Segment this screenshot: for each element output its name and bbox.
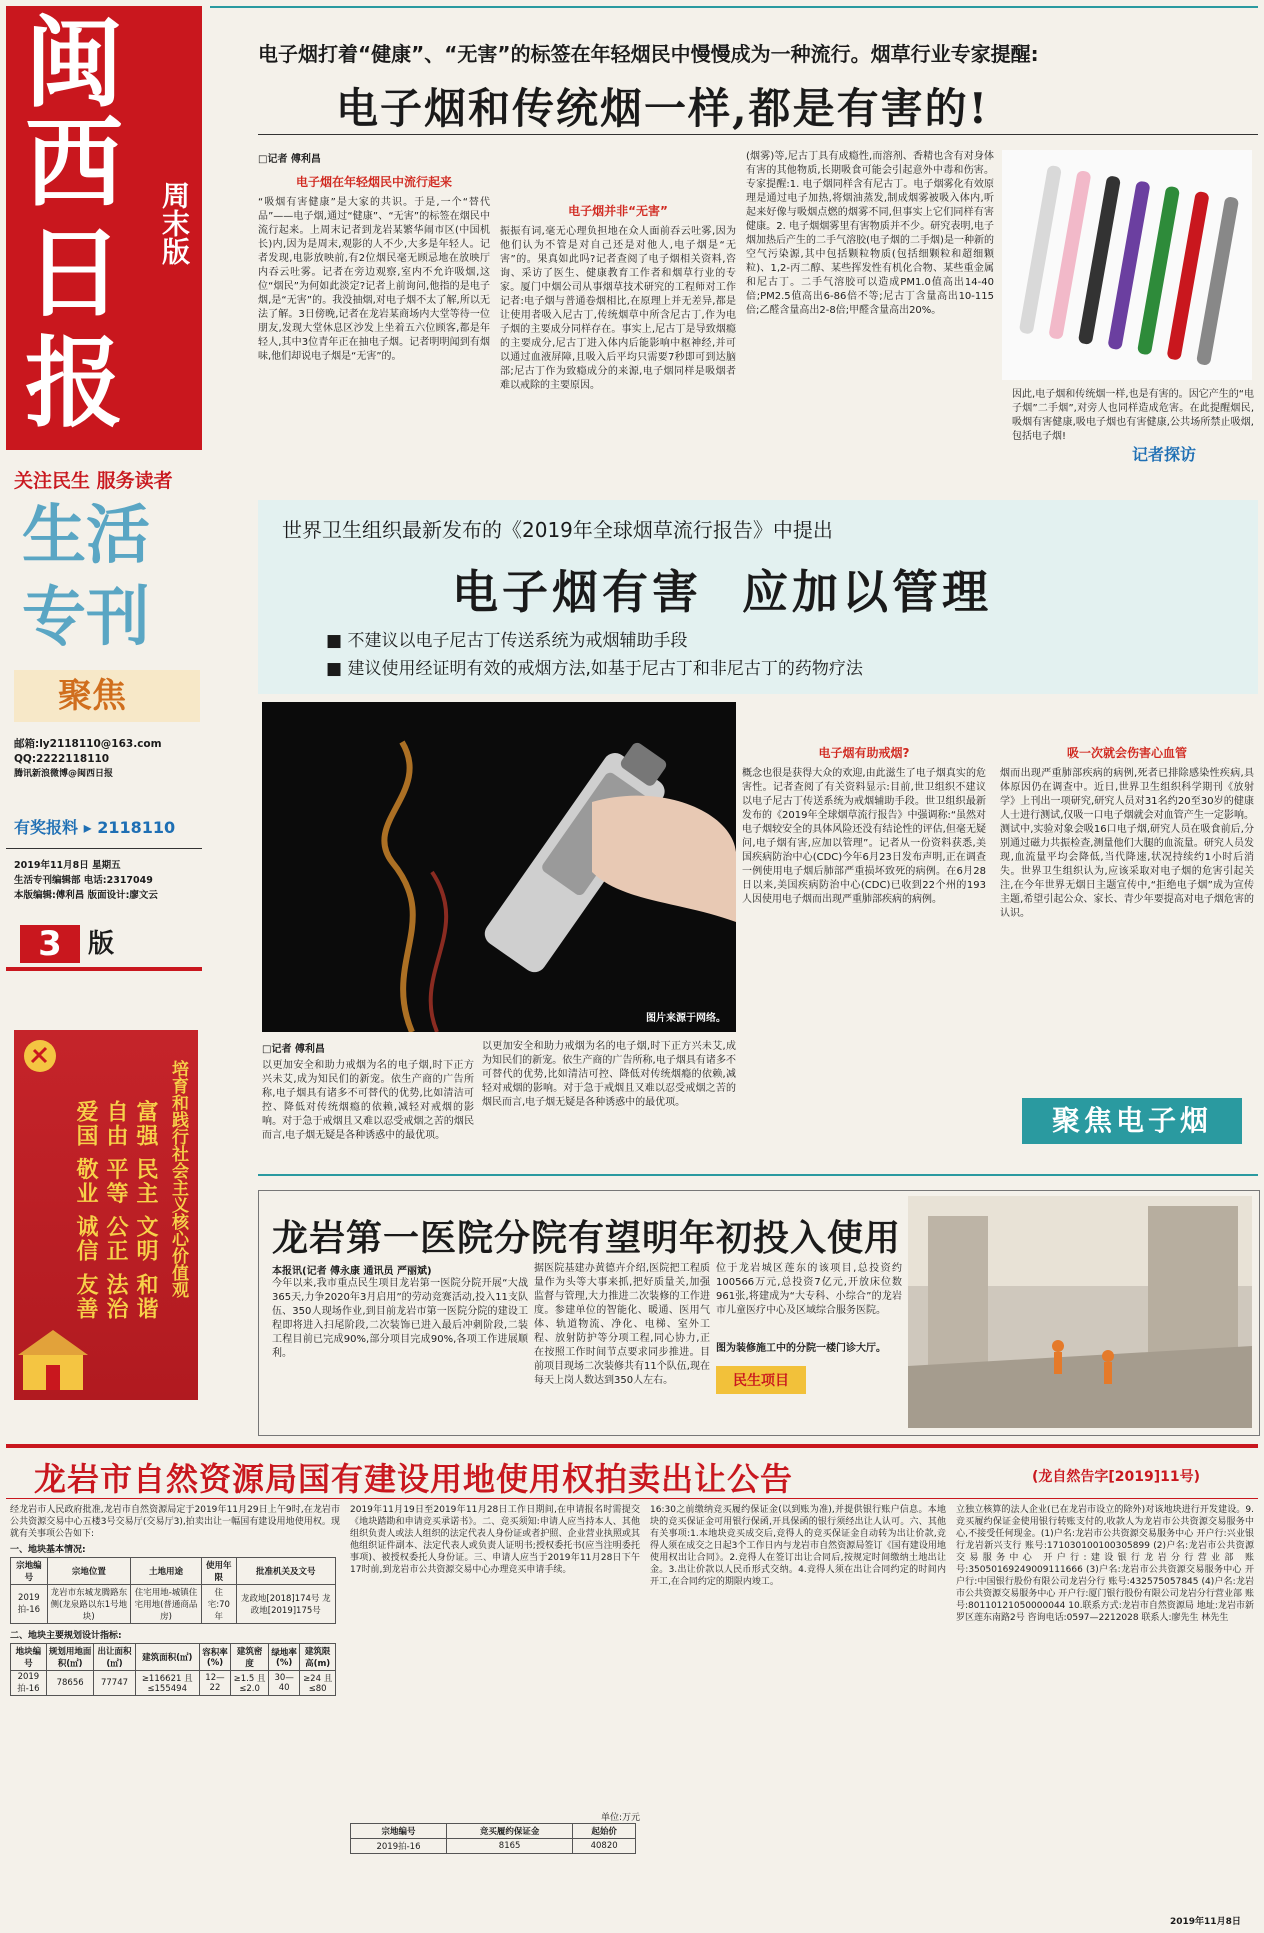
t2-c5: ≥1.5 且≤2.0 — [231, 1671, 269, 1696]
notice-col3-text: 16:30之前缴纳竞买履约保证金(以到账为准),并提供银行账户信息。本地块的竞买保证金可用银行保函,开具保函的银行须经出让人认可。六、其他有关事项:1.本地块竞买成交后,竞得人的竞买保证金自动转为出让价款,竞得人须在成交之日起3个工作日内与龙岩市自然资源局签订《国有建设用地使用权出让合同》。2.竞得人在签订出让合同后,按规定时间缴纳土地出让金。3.出让价款以人民币形式交纳。4.竞得人须在出让合同约定的时间内开工,在合同约定的期限内竣工。 — [650, 1505, 946, 1587]
t2-c3: ≥116621 且≤155494 — [135, 1671, 199, 1696]
t2-c1: 78656 — [46, 1671, 94, 1696]
article2-col3-text: 烟而出现严重肺部疾病的病例,死者已排除感染性疾病,具体原因仍在调查中。近日,世界卫生组织科学期刊《放射学》上刊出一项研究,研究人员对31名约20至30岁的健康人士进行测试,仅吸一口电子烟就会对血管产生一定影响。测试中,实验对象会吸16口电子烟,研究人员在吸食前后,分别通过磁力共振检查,测量他们大腿的血流量。研究人员发现,血流量平均会降低,当代降速,状况持续约1小时后消失。世界卫生组织认为,应该采取对电子烟的危害引起关注,在今年世界无烟日主题宣传中,“拒绝电子烟”成为宣传主题,希望引起公众、家长、青少年要提高对电子烟危害的认识。 — [1000, 768, 1254, 919]
masthead — [6, 6, 202, 450]
t2-h2: 出让面积(㎡) — [94, 1644, 135, 1671]
masthead-char-3: 日 — [24, 216, 123, 331]
article2-col1 — [262, 1040, 474, 1168]
notice-s1: 一、地块基本情况: — [10, 1545, 86, 1555]
t3-unit: 单位:万元 — [600, 1813, 640, 1823]
notice-code: (龙自然告字[2019]11号) — [1032, 1469, 1201, 1485]
notice-footer-date: 2019年11月8日 — [1170, 1917, 1241, 1927]
article1-headline: 电子烟和传统烟一样,都是有害的! — [336, 84, 990, 133]
contact-block — [14, 737, 204, 782]
section-sub: 聚焦 — [58, 676, 126, 716]
t2-h3: 建筑面积(㎡) — [135, 1644, 199, 1671]
t1-h0: 宗地编号 — [11, 1558, 48, 1585]
t2-h5: 建筑密度 — [231, 1644, 269, 1671]
section-sub-box — [14, 670, 200, 722]
article1-rule — [258, 134, 1258, 135]
article2-col1b-text: 以更加安全和助力戒烟为名的电子烟,时下正方兴未艾,成为知民们的新宠。依生产商的广告所称,电子烟具有诸多不可替代的优势,比如清洁可控、降低对传统烟瘾的依赖,减轻对戒烟的影响。对于急于戒烟且又难以忍受戒烟之苦的烟民而言,电子烟无疑是各种诱惑中的最优项。 — [482, 1041, 736, 1108]
notice-intro: 经龙岩市人民政府批准,龙岩市自然资源局定于2019年11月29日上午9时,在龙岩市公共资源交易中心五楼3号交易厅(交易厅3),拍卖出让一幅国有建设用地使用权。现就有关事项公告如下: — [10, 1505, 340, 1539]
t3-c0: 2019拍-16 — [351, 1839, 447, 1854]
page-number-box — [6, 915, 202, 975]
hospital-lobby-photo — [908, 1196, 1252, 1428]
article3-col2-text: 据医院基建办黄德卉介绍,医院把工程质量作为头等大事来抓,把好质量关,加强监督与管理,大力推进二次装修的工作进度。参建单位的智能化、暖通、医用气体、轨道物流、净化、电梯、室外工程、放射防护等分项工程,同心协力,正在按照工作时间节点要求同步推进。目前项目现场二次装修共有11个队伍,现在每天上岗人数达到350人左右。 — [534, 1263, 710, 1386]
reporter-tag: 记者探访 — [1132, 445, 1197, 464]
article2-sub2: 吸一次就会伤害心血管 — [1066, 746, 1187, 760]
page-rule — [6, 967, 202, 971]
article2-byline: □记者 傅利昌 — [262, 1044, 325, 1055]
article1-col1 — [258, 150, 490, 490]
article2-bullet2: ■ 建议使用经证明有效的戒烟方法,如基于尼古丁和非尼古丁的药物疗法 — [326, 659, 863, 679]
values-col1: 富强 民主 文明 和谐 — [133, 1100, 158, 1321]
page-unit: 版 — [88, 929, 115, 959]
article2-sub1: 电子烟有助戒烟? — [818, 746, 910, 760]
t2-c2: 77747 — [94, 1671, 135, 1696]
article3-col1 — [272, 1262, 528, 1422]
article1-col2-text: 振振有词,毫无心理负担地在众人面前吞云吐雾,因为他们认为不管是对自己还是对他人,电子烟是“无害”的。果真如此吗?记者查阅了电子烟相关资料,咨询、采访了医生、健康教育工作者和烟草行业的专家。厦门中烟公司从事烟草技术研究的工程师对工作记者:电子烟与普通卷烟相比,在原理上并无差异,都是让使用者吸入尼古丁,传统烟草中所含尼古丁,作为电子烟的主要成分同样存在。事实上,尼古丁是导致烟瘾的主要成分,尼古丁进入体内后能影响中枢神经,并可以通过血液屏障,且吸入后平均只需要7秒即可到达脑部;尼古丁作为致瘾成分的来源,电子烟同样是吸烟者难以戒除的主要原因。 — [500, 226, 736, 391]
page-number: 3 — [20, 925, 80, 963]
article1-col3-text: (烟雾)等,尼古丁具有成瘾性,而溶剂、香精也含有对身体有害的其他物质,长期吸食可能会引起意外中毒和伤害。专家提醒:1. 电子烟同样含有尼古丁。电子烟雾化有效原理是通过电子加热,将烟油蒸发,制成烟雾被吸入体内,听起来好像与吸烟点燃的烟雾不同,但事实上它们同样有害健康。2. 电子烟烟雾里有害物质并不少。研究表明,电子烟加热后产生的二手气溶胶(电子烟的二手烟)是一种新的空气污染源,其中包括颗粒物质(包括细颗粒和超细颗粒)、1,2-丙二醇、某些挥发性有机化合物、某些重金属和尼古丁。二手气溶胶可以造成PM1.0值高出14-40倍;PM2.5值高出6-86倍不等;尼古丁含量高出10-115倍;乙醛含量高出2-8倍;甲醛含量高出20%。 — [746, 151, 994, 316]
article2-col1b — [482, 1040, 736, 1168]
notice-col1 — [10, 1504, 340, 1924]
t1-c0: 2019拍-16 — [11, 1585, 48, 1624]
livelihood-tag: 民生项目 — [716, 1366, 806, 1394]
t3-c2: 40820 — [573, 1839, 636, 1854]
article1-col2 — [500, 150, 736, 490]
t2-h1: 规划用地面积(㎡) — [46, 1644, 94, 1671]
tiananmen-icon — [18, 1300, 88, 1395]
article2-headline: 电子烟有害 应加以管理 — [452, 565, 993, 619]
t1-h1: 宗地位置 — [47, 1558, 130, 1585]
planning-table — [10, 1643, 336, 1696]
values-col3: 爱国 敬业 诚信 友善 — [73, 1100, 98, 1321]
t1-c2: 住宅用地-城镇住宅用地(普通商品房) — [130, 1585, 201, 1624]
article3-caption: 图为装修施工中的分院一楼门诊大厅。 — [716, 1343, 886, 1354]
contact-wechat: 腾讯新浪微博@闽西日报 — [14, 769, 114, 779]
notice-col2 — [350, 1504, 640, 1924]
hotline-label: 有奖报料 ▸ — [14, 818, 92, 837]
t1-c3: 住宅:70年 — [202, 1585, 237, 1624]
notice-col3 — [650, 1504, 946, 1924]
contact-qq: QQ:2222118110 — [14, 753, 110, 765]
article2-kicker: 世界卫生组织最新发布的《2019年全球烟草流行报告》中提出 — [282, 518, 833, 542]
ecig-products-photo — [1002, 150, 1252, 380]
masthead-char-4: 报 — [24, 326, 123, 441]
article2-col2-text: 概念也很是获得大众的欢迎,由此滋生了电子烟真实的危害性。记者查阅了有关资料显示:目前,世卫组织不建议以电子尼古丁传送系统为戒烟辅助手段。世卫组织最新发布的《2019年全球烟草流行报告》中强调称:“虽然对电子烟较安全的具体风险还没有结论性的评估,但毫无疑问,电子烟有害,应加以管理”。记者从一份资料获悉,美国疾病防治中心(CDC)今年6月23日发布声明,正在调查一例使用电子烟后肺部严重损坏致死的病例。在6月28日以来,美国疾病防治中心(CDC)已收到22个州的193人因使用电子烟而出现严重肺部疾病的病例。 — [742, 768, 986, 905]
core-values-banner — [14, 1030, 198, 1400]
t1-h4: 批准机关及文号 — [236, 1558, 335, 1585]
t1-h3: 使用年限 — [202, 1558, 237, 1585]
article3-col3 — [716, 1262, 902, 1422]
top-rule — [210, 6, 1258, 8]
divider — [6, 848, 202, 849]
article3-byline: 本报讯(记者 傅永康 通讯员 严丽斌) — [272, 1266, 432, 1277]
land-info-table — [10, 1557, 336, 1624]
section-title-top: 生活 — [22, 498, 150, 573]
t2-h6: 绿地率(%) — [269, 1644, 300, 1671]
notice-col2-text: 2019年11月19日至2019年11月28日工作日期间,在申请报名时需提交《地块踏勘和申请竞买承诺书》。二、竞买须知:申请人应当持本人、其他组织负责人或法人组织的法定代表人身份证或者护照、企业营业执照或其他组织证件副本、法定代表人或负责人证明书;授权委托书(应当注明委托事项)、被授权委托人身份证。三、申请人应当于2019年11月28日下午17时前,到龙岩市公共资源交易中心办理竞买申请手续。 — [350, 1505, 640, 1575]
article2-bullet1: ■ 不建议以电子尼古丁传送系统为戒烟辅助手段 — [326, 631, 688, 651]
t1-h2: 土地用途 — [130, 1558, 201, 1585]
article2-col3 — [1000, 702, 1254, 1102]
article2-bottom-rule — [258, 1174, 1258, 1176]
hotline-number: 2118110 — [97, 818, 176, 837]
t2-c6: 30—40 — [269, 1671, 300, 1696]
notice-col4-text: 立独立核算的法人企业(已在龙岩市设立的除外)对该地块进行开发建设。9.竞买履约保证金使用银行转账支付的,收款人为龙岩市公共资源交易服务中心,不接受任何现金。(1)户名:龙岩市公共资源交易服务中心 开户行:兴业银行龙岩新兴支行 账号:171030100100305899 (2)户名:龙岩市公共资源交易服务中心 开户行:建设银行龙岩分行营业部 账号:35050169249009111666 (3)户名:龙岩市公共资源交易服务中心 开户行:中国银行股份有限公司龙岩分行 账号:432575057845 (4)户名:龙岩市公共资源交易服务中心 开户行:厦门银行股份有限公司龙岩分行营业部 账号:80110121050000044 10.联系方式:龙岩市自然资源局 地址:龙岩市新罗区莲东南路2号 咨询电话:0597—2212028 联系人:廖先生 林先生 — [956, 1505, 1254, 1623]
t1-c1: 龙岩市东城龙腾路东侧(龙泉路以东1号地块) — [47, 1585, 130, 1624]
notice-col4 — [956, 1504, 1254, 1904]
article1-col1-text: “吸烟有害健康”是大家的共识。于是,一个“替代品”——电子烟,通过“健康”、“无害”的标签在烟民中流行起来。上周末记者到龙岩某繁华闹市区(中国机长)内,因为是周末,观影的人不少,大多是年轻人。记者发现,电影放映前,有2位烟民毫无顾忌地在放映厅内吞云吐雾。记者在旁边观察,室内不允许吸烟,这位“烟民”为何如此淡定?记者上前询问,他指的是电子烟,是“无害”的。我没抽烟,对电子烟不太了解,所以无法了解。3日傍晚,记者在龙岩某商场内大堂等待一位朋友,发现大堂休息区沙发上坐着五六位顾客,都是年轻人,其中3位青年正在抽电子烟。记者明明闻到有烟味,他们却说电子烟是“无害”的。 — [258, 197, 490, 362]
t3-c1: 8165 — [446, 1839, 572, 1854]
issue-info — [14, 858, 204, 903]
notice-headline: 龙岩市自然资源局国有建设用地使用权拍卖出让公告 — [34, 1460, 794, 1498]
slogan: 关注民生 服务读者 — [14, 470, 173, 492]
issue-date: 2019年11月8日 星期五 — [14, 860, 121, 871]
ecig-pens-image — [1002, 150, 1252, 380]
article1-kicker: 电子烟打着“健康”、“无害”的标签在年轻烟民中慢慢成为一种流行。烟草行业专家提醒: — [258, 42, 1039, 66]
table-row — [11, 1671, 336, 1696]
values-heading: 培育和践行社会主义核心价值观 — [168, 1060, 188, 1298]
ecig-hand-photo — [262, 702, 736, 1032]
t2-c7: ≥24 且≤80 — [300, 1671, 336, 1696]
photo-credit: 图片来源于网络。 — [646, 1013, 726, 1024]
table-row — [11, 1585, 336, 1624]
article1-caption: 因此,电子烟和传统烟一样,也是有害的。因它产生的“电子烟”二手烟”,对旁人也同样造成危害。在此提醒烟民,吸烟有害健康,吸电子烟也有害健康,公共场所禁止吸烟,包括电子烟! — [1012, 389, 1254, 442]
contact-email: 邮箱:ly2118110@163.com — [14, 738, 162, 750]
ecig-hand-image — [262, 702, 736, 1032]
article3-col1-text: 今年以来,我市重点民生项目龙岩第一医院分院开展“大战365天,力争2020年3月启用”的劳动竞赛活动,投入11支队伍、350人现场作业,到目前龙岩市第一医院分院的建设工程即将进入扫尾阶段,二次装饰已进入最后冲刺阶段,二装工程目前已完成90%,部分项目完成90%,各项工作进展顺利。 — [272, 1278, 528, 1359]
t2-h0: 地块编号 — [11, 1644, 47, 1671]
article1-byline: □记者 傅利昌 — [258, 154, 321, 165]
notice-rule — [6, 1498, 1258, 1499]
article1-col3 — [746, 150, 994, 490]
table-row — [351, 1839, 636, 1854]
t3-h2: 起始价 — [573, 1824, 636, 1839]
values-col2: 自由 平等 公正 法治 — [103, 1100, 128, 1321]
article1-sub1: 电子烟在年轻烟民中流行起来 — [295, 175, 452, 189]
masthead-char-2: 西 — [24, 106, 123, 221]
issue-editors: 本版编辑:傅利昌 版面设计:廖文云 — [14, 890, 158, 901]
party-emblem-icon — [20, 1036, 60, 1076]
article1-sub2: 电子烟并非“无害” — [568, 204, 668, 218]
t3-h1: 竞买履约保证金 — [446, 1824, 572, 1839]
t1-c4: 龙政地[2018]174号 龙政地[2019]175号 — [236, 1585, 335, 1624]
article2-col1-text: 以更加安全和助力戒烟为名的电子烟,时下正方兴未艾,成为知民们的新宠。依生产商的广告所称,电子烟具有诸多不可替代的优势,比如清洁可控、降低对传统烟瘾的依赖,减轻对戒烟的影响。对于急于戒烟且又难以忍受戒烟之苦的烟民而言,电子烟无疑是各种诱惑中的最优项。 — [262, 1060, 474, 1141]
article3-headline: 龙岩第一医院分院有望明年初投入使用 — [272, 1217, 902, 1259]
section-title-bottom: 专刊 — [22, 580, 150, 655]
article2-col2 — [742, 702, 986, 1168]
focus-stamp: 聚焦电子烟 — [1022, 1098, 1242, 1144]
hotline — [14, 815, 175, 838]
t2-h4: 容积率(%) — [199, 1644, 230, 1671]
t2-h7: 建筑限高(m) — [300, 1644, 336, 1671]
edition-label: 周末版 — [158, 181, 191, 265]
t2-c4: 12—22 — [199, 1671, 230, 1696]
issue-dept: 生活专刊编辑部 电话:2317049 — [14, 875, 153, 886]
masthead-char-1: 闽 — [24, 6, 123, 121]
t2-c0: 2019拍-16 — [11, 1671, 47, 1696]
t3-h0: 宗地编号 — [351, 1824, 447, 1839]
hospital-lobby-image — [908, 1196, 1252, 1428]
notice-top-rule — [6, 1444, 1258, 1448]
article3-col2 — [534, 1262, 710, 1422]
notice-s2: 二、地块主要规划设计指标: — [10, 1631, 122, 1641]
deposit-table — [350, 1823, 636, 1854]
article3-col3-text: 位于龙岩城区莲东的该项目,总投资约100566万元,总投资7亿元,开放床位数961张,将建成为“大专科、小综合”的龙岩市儿童医疗中心及区域综合服务医院。 — [716, 1263, 902, 1316]
